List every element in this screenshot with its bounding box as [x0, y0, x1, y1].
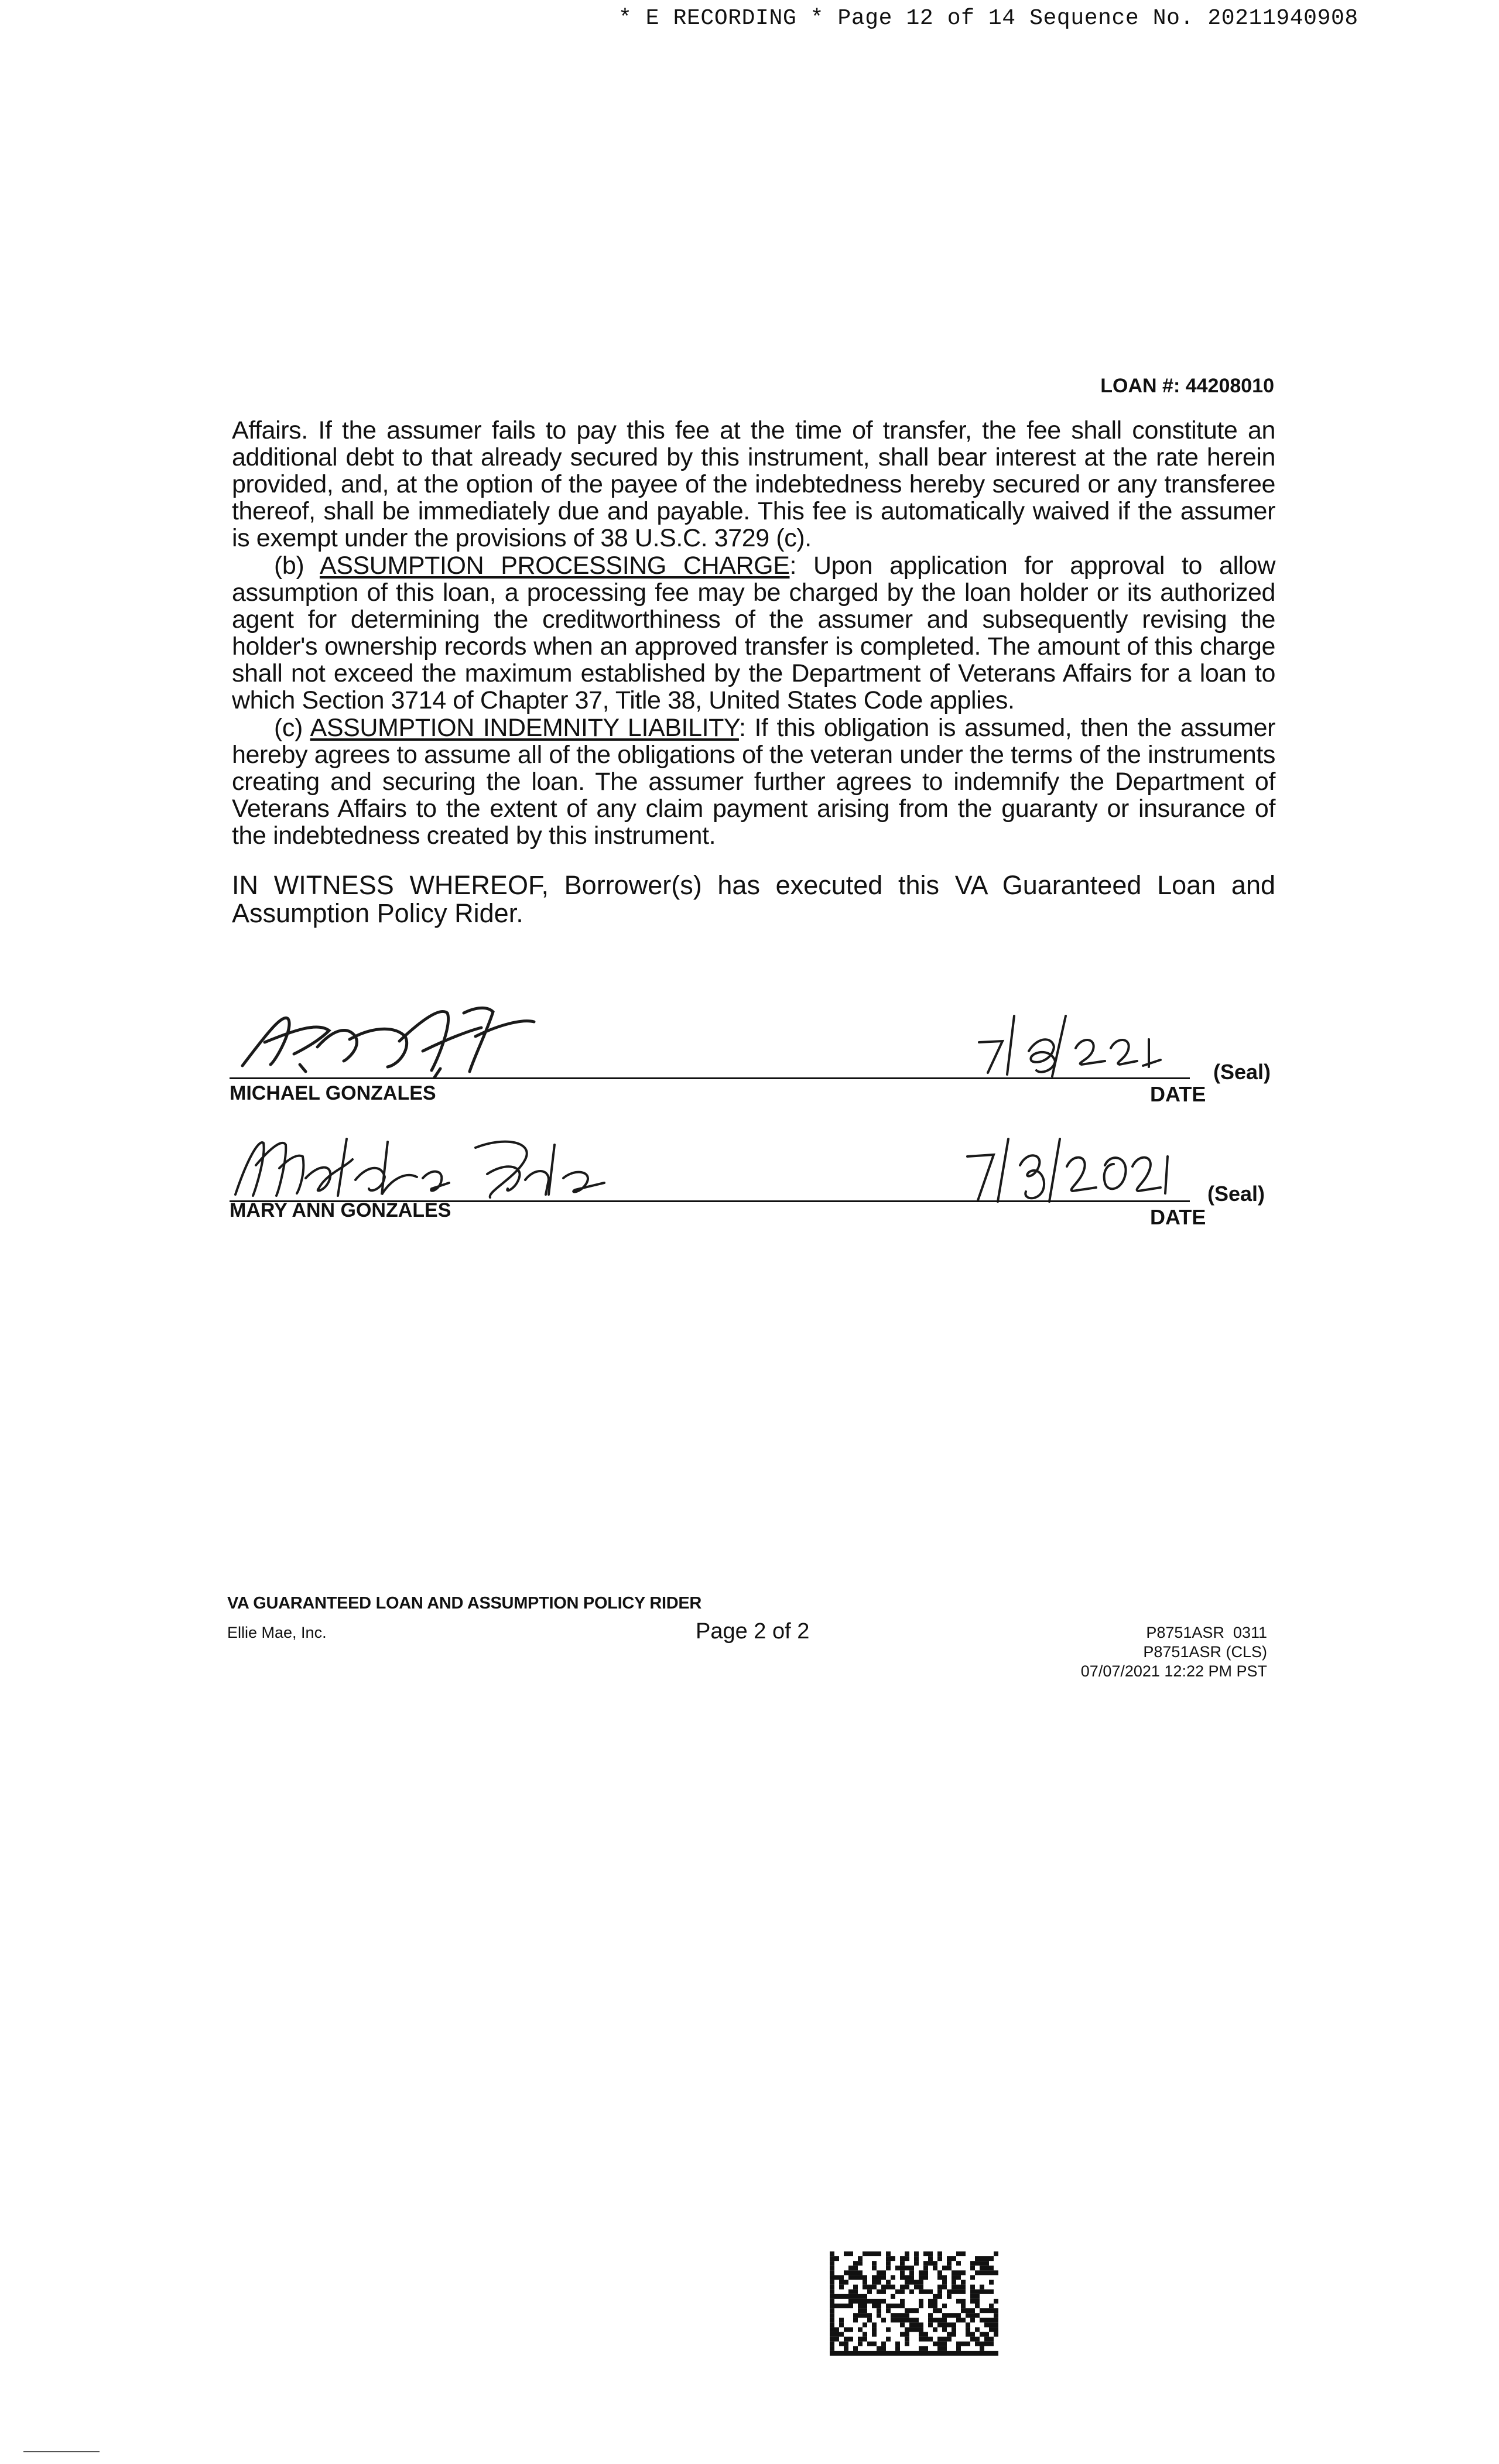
page-edge-mark: [23, 2451, 100, 2452]
recording-header: * E RECORDING * Page 12 of 14 Sequence No. 20211940908: [618, 6, 1358, 31]
indemnity-liability-heading: ASSUMPTION INDEMNITY LIABILITY: [310, 714, 739, 742]
clause-c-prefix: (c): [274, 714, 303, 742]
mary-ann-date-label: DATE: [1150, 1205, 1206, 1229]
loan-number: 44208010: [1185, 375, 1274, 397]
michael-date-label: DATE: [1150, 1082, 1206, 1106]
form-code-1: P8751ASR 0311: [1146, 1624, 1267, 1641]
mary-ann-name: MARY ANN GONZALES: [230, 1199, 451, 1221]
loan-number-line: [1100, 375, 1274, 398]
mary-ann-handwritten-date: [961, 1124, 1178, 1206]
mary-ann-seal-label: (Seal): [1207, 1182, 1265, 1206]
barcode-image: [830, 2251, 998, 2356]
signature-block-mary-ann: [230, 1124, 1284, 1236]
michael-signature-line: [230, 1077, 1190, 1079]
form-timestamp: 07/07/2021 12:22 PM PST: [1080, 1662, 1267, 1680]
michael-name: MICHAEL GONZALES: [230, 1082, 436, 1104]
mary-ann-signature-image: [230, 1124, 610, 1206]
processing-charge-paragraph: [232, 552, 1275, 714]
witness-statement: IN WITNESS WHEREOF, Borrower(s) has executed this VA Guaranteed Loan and Assumption Policy Rider.: [232, 870, 1275, 928]
loan-label: LOAN #:: [1100, 375, 1180, 397]
clause-b-prefix: (b): [274, 552, 304, 580]
signature-block-michael: [230, 995, 1284, 1107]
form-codes: [1081, 1623, 1267, 1681]
michael-handwritten-date: [973, 995, 1190, 1077]
processing-charge-heading: ASSUMPTION PROCESSING CHARGE: [319, 552, 790, 580]
michael-signature-image: [230, 995, 557, 1083]
indemnity-liability-text: : If this obligation is assumed, then the assumer hereby agrees to assume all of the obligations of the veteran under the terms of the instruments creating and securing the loan. The assumer further agrees to indemnify the Department of Veterans Affairs to the extent of any claim payment arising from the guaranty or insurance of the indebtedness created by this instrument.: [232, 714, 1276, 850]
fee-continuation-paragraph: Affairs. If the assumer fails to pay this fee at the time of transfer, the fee shall constitute an additional debt to that already secured by this instrument, shall bear interest at the rate herein provided, and, at the option of the payee of the indebtedness hereby secured or any transferee thereof, shall be immediately due and payable. This fee is automatically waived if the assumer is exempt under the provisions of 38 U.S.C. 3729 (c).: [232, 416, 1275, 552]
processing-charge-text: : Upon application for approval to allow assumption of this loan, a processing fee may be charged by the loan holder or its authorized agent for determining the creditworthiness of the assumer and subsequently revising the holder's ownership records when an approved transfer is completed. The amount of this charge shall not exceed the maximum established by the Department of Veterans Affairs for a loan to which Section 3714 of Chapter 37, Title 38, United States Code applies.: [232, 552, 1275, 714]
form-code-2: P8751ASR (CLS): [1143, 1643, 1267, 1661]
indemnity-liability-paragraph: [232, 714, 1275, 849]
form-title: VA GUARANTEED LOAN AND ASSUMPTION POLICY RIDER: [227, 1594, 702, 1613]
michael-seal-label: (Seal): [1213, 1060, 1271, 1084]
form-vendor: Ellie Mae, Inc.: [227, 1624, 327, 1641]
page-number: Page 2 of 2: [696, 1619, 810, 1644]
